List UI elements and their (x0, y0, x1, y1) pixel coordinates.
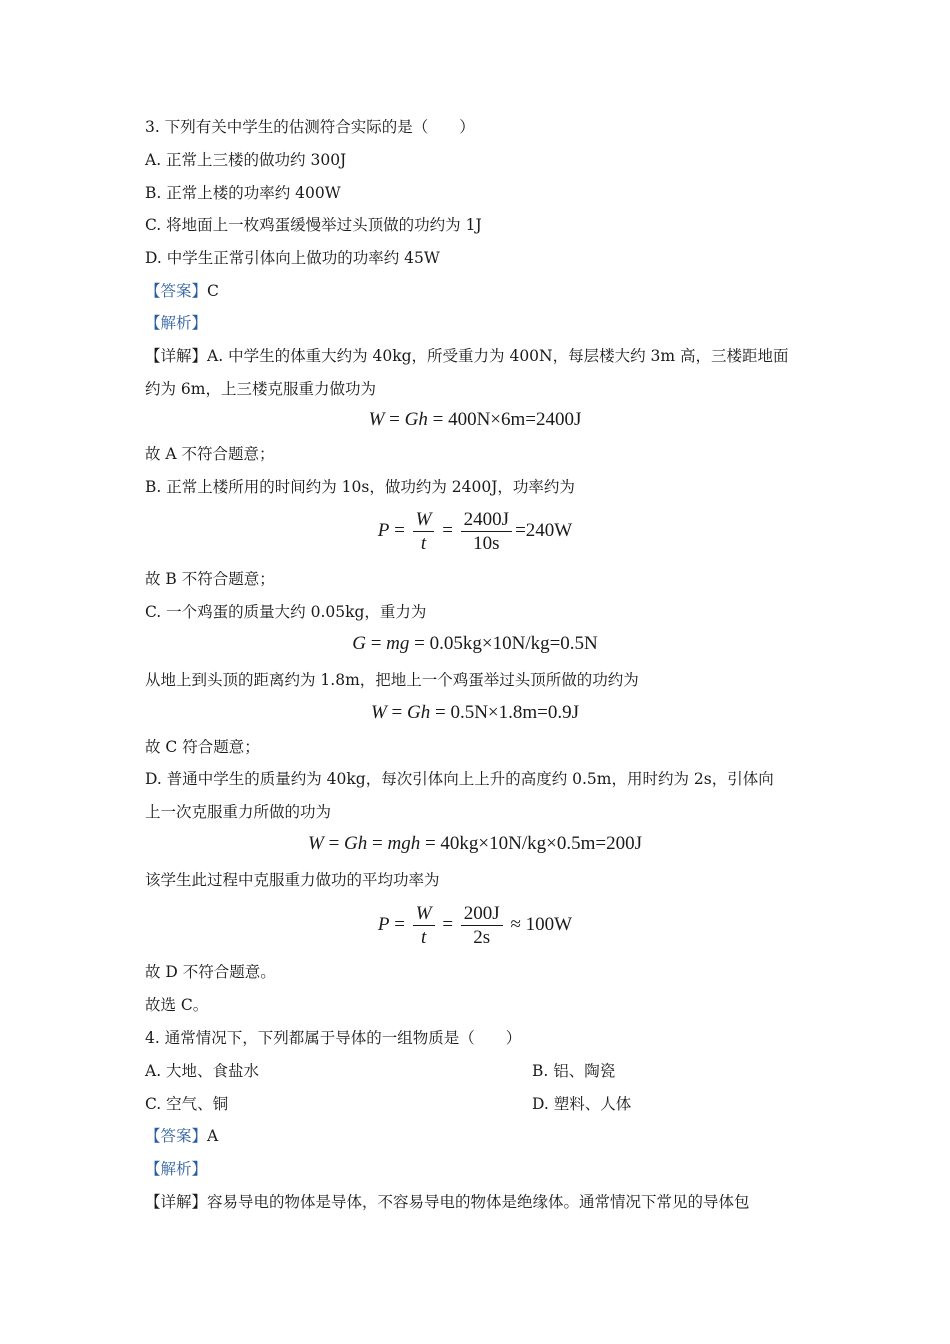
q3-option-d: D. 中学生正常引体向上做功的功率约 45W (145, 249, 440, 267)
q4-analysis-tag: 【解析】 (145, 1160, 208, 1178)
equation-c1: G = mg = 0.05kg×10N/kg=0.5N (352, 633, 598, 654)
q3-analysis-tag: 【解析】 (145, 314, 208, 332)
q3-detail-a-line2: 约为 6m，上三楼克服重力做功为 (145, 380, 376, 398)
q3-detail-a-line1: 【详解】A. 中学生的体重大约为 40kg，所受重力为 400N，每层楼大约 3m 高，三楼距地面 (145, 347, 789, 365)
equation-c2: W = Gh = 0.5N×1.8m=0.9J (370, 702, 580, 723)
equation-d2: P = $\frac{W}{t}$ = $\frac{200J}{2s}$ ≈ 100W (377, 903, 573, 948)
q3-detail-c-line1: C. 一个鸡蛋的质量大约 0.05kg，重力为 (145, 603, 427, 621)
fraction-w-t: $\frac{W}{t}$ (413, 508, 435, 555)
q4-option-d: D. 塑料、人体 (532, 1095, 632, 1113)
q4-option-c: C. 空气、铜 (145, 1095, 229, 1113)
q3-final: 故选 C。 (145, 996, 209, 1014)
q4-detail: 【详解】容易导电的物体是导体，不容易导电的物体是绝缘体。通常情况下常见的导体包 (145, 1193, 750, 1211)
q3-detail-d-line3: 该学生此过程中克服重力做功的平均功率为 (145, 871, 440, 889)
equation-d1: W = Gh = mgh = 40kg×10N/kg×0.5m=200J (307, 833, 643, 854)
q4-answer (145, 1126, 218, 1146)
equation-b: P = $\frac{W}{t}$ = $\frac{2400J}{10s}$ =240W (377, 509, 573, 554)
q3-option-c: C. 将地面上一枚鸡蛋缓慢举过头顶做的功约为 1J (145, 216, 482, 234)
q3-detail-c-line2: 从地上到头顶的距离约为 1.8m，把地上一个鸡蛋举过头顶所做的功约为 (145, 671, 639, 689)
q3-stem: 3. 下列有关中学生的估测符合实际的是（ ） (145, 118, 475, 136)
q3-detail-d-line1: D. 普通中学生的质量约为 40kg，每次引体向上上升的高度约 0.5m，用时约为 2s，引体向 (145, 770, 774, 788)
q3-detail-b: B. 正常上楼所用的时间约为 10s，做功约为 2400J，功率约为 (145, 478, 575, 496)
detail-tag: 【详解】 (145, 347, 208, 365)
q3-option-b: B. 正常上楼的功率约 400W (145, 184, 341, 202)
answer-value: C (207, 282, 219, 300)
q3-detail-d-line2: 上一次克服重力所做的功为 (145, 803, 332, 821)
q3-conclusion-d: 故 D 不符合题意。 (145, 963, 276, 981)
q4-stem: 4. 通常情况下，下列都属于导体的一组物质是（ ） (145, 1029, 522, 1047)
q3-conclusion-b: 故 B 不符合题意； (145, 570, 275, 588)
answer-value: A (207, 1127, 219, 1145)
fraction-w-t-2: $\frac{W}{t}$ (413, 902, 435, 949)
q3-conclusion-c: 故 C 符合题意； (145, 738, 260, 756)
equation-a: W = Gh = 400N×6m=2400J (368, 409, 582, 430)
detail-tag: 【详解】 (145, 1193, 208, 1211)
q4-option-a: A. 大地、食盐水 (145, 1062, 260, 1080)
answer-tag: 【答案】 (145, 282, 208, 300)
q3-answer (145, 281, 219, 301)
fraction-b: $\frac{2400J}{10s}$ (461, 508, 512, 555)
q3-option-a: A. 正常上三楼的做功约 300J (145, 151, 347, 169)
q4-option-b: B. 铝、陶瓷 (532, 1062, 616, 1080)
fraction-d: $\frac{200J}{2s}$ (461, 902, 503, 949)
q3-conclusion-a: 故 A 不符合题意； (145, 445, 275, 463)
answer-tag: 【答案】 (145, 1127, 208, 1145)
